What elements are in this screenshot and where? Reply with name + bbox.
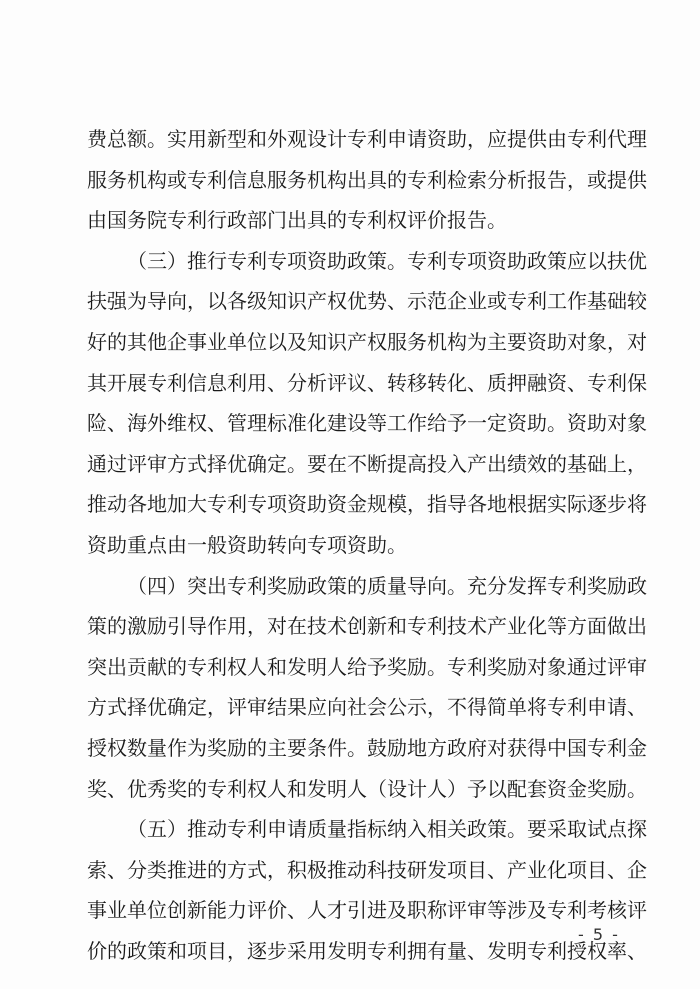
text-line: 价的政策和项目，逐步采用发明专利拥有量、发明专利授权率、 (87, 939, 647, 963)
text-line: 通过评审方式择优确定。要在不断提高投入产出绩效的基础上， (87, 452, 647, 476)
text-line: 资助重点由一般资助转向专项资助。 (87, 533, 407, 557)
text-line: 索、分类推进的方式，积极推动科技研发项目、产业化项目、企 (87, 858, 647, 882)
text-line: 策的激励引导作用，对在技术创新和专利技术产业化等方面做出 (87, 614, 647, 638)
text-line: 奖、优秀奖的专利权人和发明人（设计人）予以配套资金奖励。 (87, 777, 647, 801)
text-line: 推动各地加大专利专项资助资金规模，指导各地根据实际逐步将 (87, 492, 647, 516)
text-line: 由国务院专利行政部门出具的专利权评价报告。 (87, 208, 507, 232)
text-line: 其开展专利信息利用、分析评议、转移转化、质押融资、专利保 (87, 371, 647, 395)
page-number: - 5 - (578, 925, 620, 944)
text-line: 险、海外维权、管理标准化建设等工作给予一定资助。资助对象 (87, 411, 647, 435)
text-line: （三）推行专利专项资助政策。专利专项资助政策应以扶优 (127, 249, 647, 273)
text-line: （五）推动专利申请质量指标纳入相关政策。要采取试点探 (127, 817, 647, 841)
text-line: 事业单位创新能力评价、人才引进及职称评审等涉及专利考核评 (87, 898, 647, 922)
text-line: 突出贡献的专利权人和发明人给予奖励。专利奖励对象通过评审 (87, 655, 647, 679)
text-line: 扶强为导向，以各级知识产权优势、示范企业或专利工作基础较 (87, 289, 647, 313)
text-line: 好的其他企事业单位以及知识产权服务机构为主要资助对象，对 (87, 330, 647, 354)
text-line: 费总额。实用新型和外观设计专利申请资助，应提供由专利代理 (87, 127, 647, 151)
text-line: 服务机构或专利信息服务机构出具的专利检索分析报告，或提供 (87, 168, 647, 192)
text-line: 授权数量作为奖励的主要条件。鼓励地方政府对获得中国专利金 (87, 736, 647, 760)
text-line: 方式择优确定，评审结果应向社会公示，不得简单将专利申请、 (87, 695, 647, 719)
text-line: （四）突出专利奖励政策的质量导向。充分发挥专利奖励政 (127, 574, 647, 598)
